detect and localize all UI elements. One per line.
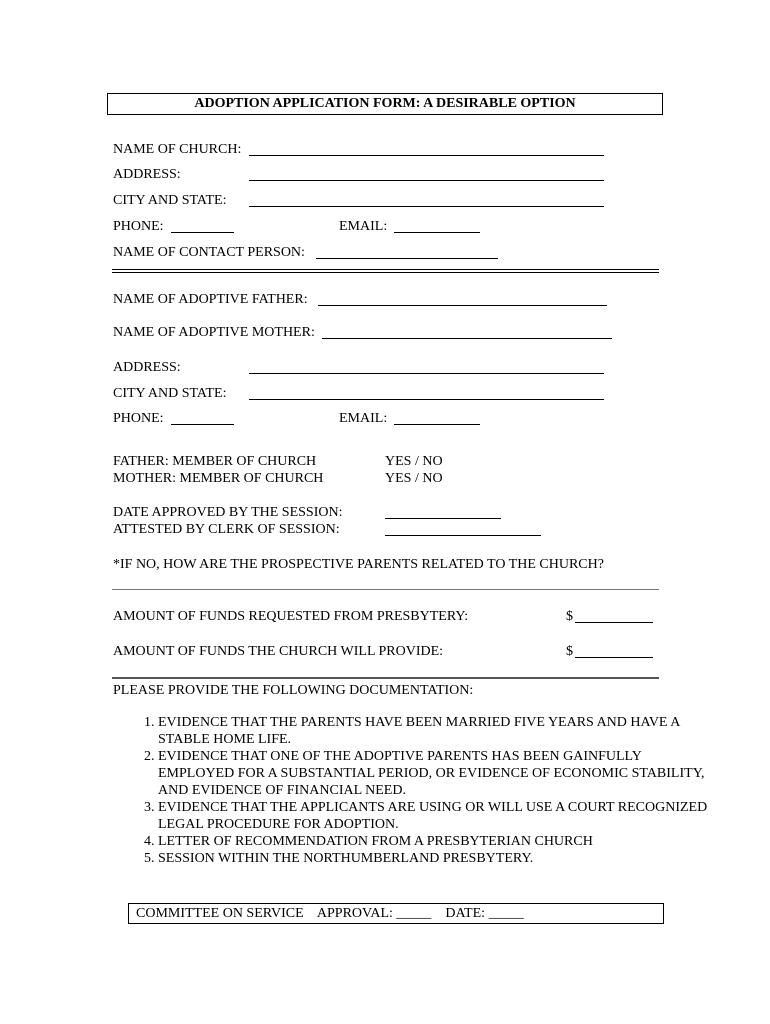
father-member-options[interactable]: YES / NO — [385, 454, 443, 469]
documentation-item-1: 1. EVIDENCE THAT THE PARENTS HAVE BEEN MARRIED FIVE YEARS AND HAVE A STABLE HOME LIFE. — [158, 714, 718, 748]
church-name-label: NAME OF CHURCH: — [113, 142, 242, 157]
adoptive-mother-label: NAME OF ADOPTIVE MOTHER: — [113, 325, 315, 340]
parents-email-field[interactable] — [394, 424, 480, 425]
church-address-field[interactable] — [249, 180, 604, 181]
parents-phone-field[interactable] — [171, 424, 234, 425]
church-city-state-field[interactable] — [249, 206, 604, 207]
committee-date-blank[interactable]: _____ — [488, 906, 524, 921]
funds-provided-field[interactable] — [575, 657, 653, 658]
documentation-item-4: 4. LETTER OF RECOMMENDATION FROM A PRESBYTERIAN CHURCH — [158, 833, 718, 850]
parents-email-label: EMAIL: — [339, 411, 388, 426]
committee-date-label: DATE: — [445, 906, 486, 921]
committee-approval-blank[interactable]: _____ — [396, 906, 432, 921]
documentation-item-5: 5. SESSION WITHIN THE NORTHUMBERLAND PRESBYTERY. — [158, 850, 718, 867]
section-divider-double-top — [112, 269, 659, 270]
funds-requested-label: AMOUNT OF FUNDS REQUESTED FROM PRESBYTERY: — [113, 609, 469, 624]
committee-approval-label: APPROVAL: — [316, 906, 393, 921]
session-approved-label: DATE APPROVED BY THE SESSION: — [113, 505, 343, 520]
adoptive-mother-field[interactable] — [322, 338, 612, 339]
parents-city-state-field[interactable] — [249, 399, 604, 400]
funds-requested-field[interactable] — [575, 622, 653, 623]
section-divider-double-bottom — [112, 272, 659, 273]
mother-member-label: MOTHER: MEMBER OF CHURCH — [113, 471, 324, 486]
adoptive-father-label: NAME OF ADOPTIVE FATHER: — [113, 292, 308, 307]
relation-question: *IF NO, HOW ARE THE PROSPECTIVE PARENTS RELATED TO THE CHURCH? — [113, 557, 604, 572]
church-phone-label: PHONE: — [113, 219, 164, 234]
committee-label: COMMITTEE ON SERVICE — [136, 906, 304, 921]
parents-phone-label: PHONE: — [113, 411, 164, 426]
church-name-field[interactable] — [249, 155, 604, 156]
adoptive-father-field[interactable] — [318, 305, 607, 306]
clerk-attested-label: ATTESTED BY CLERK OF SESSION: — [113, 522, 340, 537]
mother-member-options[interactable]: YES / NO — [385, 471, 443, 486]
church-address-label: ADDRESS: — [113, 167, 181, 182]
parents-address-field[interactable] — [249, 373, 604, 374]
church-email-label: EMAIL: — [339, 219, 388, 234]
form-title: ADOPTION APPLICATION FORM: A DESIRABLE OPTION — [107, 93, 663, 115]
relation-answer-line[interactable] — [112, 589, 659, 590]
funds-provided-currency: $ — [566, 644, 573, 659]
father-member-label: FATHER: MEMBER OF CHURCH — [113, 454, 317, 469]
contact-person-field[interactable] — [316, 258, 498, 259]
funds-provided-label: AMOUNT OF FUNDS THE CHURCH WILL PROVIDE: — [113, 644, 444, 659]
parents-address-label: ADDRESS: — [113, 360, 181, 375]
funds-requested-currency: $ — [566, 609, 573, 624]
session-approved-field[interactable] — [385, 518, 501, 519]
church-phone-field[interactable] — [171, 232, 234, 233]
contact-person-label: NAME OF CONTACT PERSON: — [113, 245, 305, 260]
documentation-divider — [112, 677, 659, 679]
documentation-item-3: 3. EVIDENCE THAT THE APPLICANTS ARE USING OR WILL USE A COURT RECOGNIZED LEGAL PROCEDURE FOR ADOPTION. — [158, 799, 718, 833]
parents-city-state-label: CITY AND STATE: — [113, 386, 227, 401]
documentation-heading: PLEASE PROVIDE THE FOLLOWING DOCUMENTATION: — [113, 683, 474, 698]
clerk-attested-field[interactable] — [385, 535, 541, 536]
documentation-list — [113, 714, 718, 867]
church-city-state-label: CITY AND STATE: — [113, 193, 227, 208]
committee-approval-box — [128, 903, 664, 924]
church-email-field[interactable] — [394, 232, 480, 233]
documentation-item-2: 2. EVIDENCE THAT ONE OF THE ADOPTIVE PARENTS HAS BEEN GAINFULLY EMPLOYED FOR A SUBSTANTIAL PERIOD, OR EVIDENCE OF ECONOMIC STABILITY, AND EVIDENCE OF FINANCIAL NEED. — [158, 748, 718, 799]
